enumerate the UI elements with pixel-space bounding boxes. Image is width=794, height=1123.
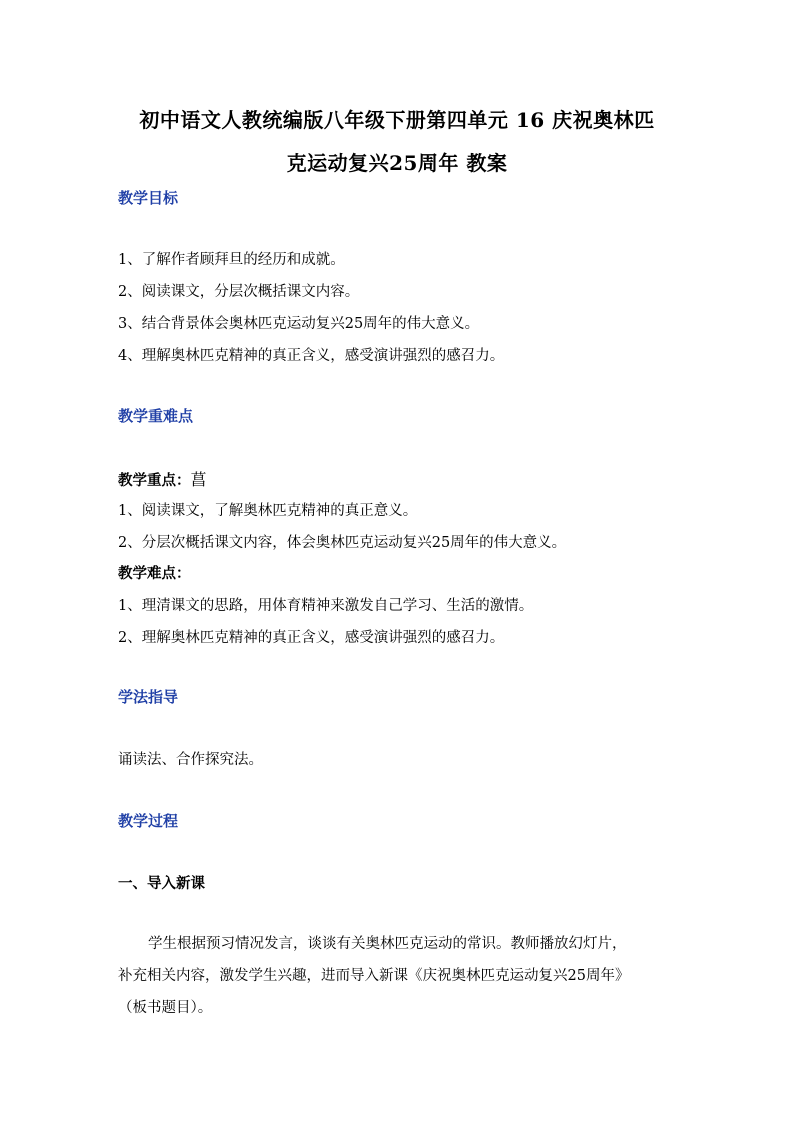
section-heading-goals: 教学目标 — [118, 189, 179, 207]
process-step-paragraph — [118, 928, 698, 1024]
goal-item: 3、结合背景体会奥林匹克运动复兴25周年的伟大意义。 — [118, 316, 480, 332]
difficulty-item: 2、理解奥林匹克精神的真正含义，感受演讲强烈的感召力。 — [118, 630, 505, 646]
goal-item: 2、阅读课文，分层次概括课文内容。 — [118, 284, 360, 300]
focus-mark: 菖 — [190, 470, 207, 489]
document-title-line-2: 克运动复兴25周年 教案 — [286, 151, 508, 175]
paragraph-line: 学生根据预习情况发言，谈谈有关奥林匹克运动的常识。教师播放幻灯片， — [148, 936, 627, 952]
goal-item: 1、了解作者顾拜旦的经历和成就。 — [118, 252, 345, 268]
section-heading-method: 学法指导 — [118, 688, 179, 706]
difficulty-item: 1、理清课文的思路，用体育精神来激发自己学习、生活的激情。 — [118, 598, 534, 614]
paragraph-line: （板书题目）。 — [118, 1000, 213, 1016]
process-step-title: 一、导入新课 — [118, 875, 205, 892]
difficulty-label: 教学难点： — [118, 565, 191, 582]
document-title-line-1: 初中语文人教统编版八年级下册第四单元 16 庆祝奥林匹 — [139, 108, 655, 132]
focus-label: 教学重点： — [118, 472, 191, 489]
section-heading-process: 教学过程 — [118, 812, 179, 830]
focus-label-row — [118, 467, 207, 490]
method-text: 诵读法、合作探究法。 — [118, 752, 263, 768]
goal-item: 4、理解奥林匹克精神的真正含义，感受演讲强烈的感召力。 — [118, 348, 505, 364]
focus-item: 1、阅读课文，了解奥林匹克精神的真正意义。 — [118, 503, 418, 519]
paragraph-line: 补充相关内容，激发学生兴趣，进而导入新课《庆祝奥林匹克运动复兴25周年》 — [118, 968, 630, 984]
section-heading-key-points: 教学重难点 — [118, 407, 194, 425]
focus-item: 2、分层次概括课文内容，体会奥林匹克运动复兴25周年的伟大意义。 — [118, 535, 567, 551]
